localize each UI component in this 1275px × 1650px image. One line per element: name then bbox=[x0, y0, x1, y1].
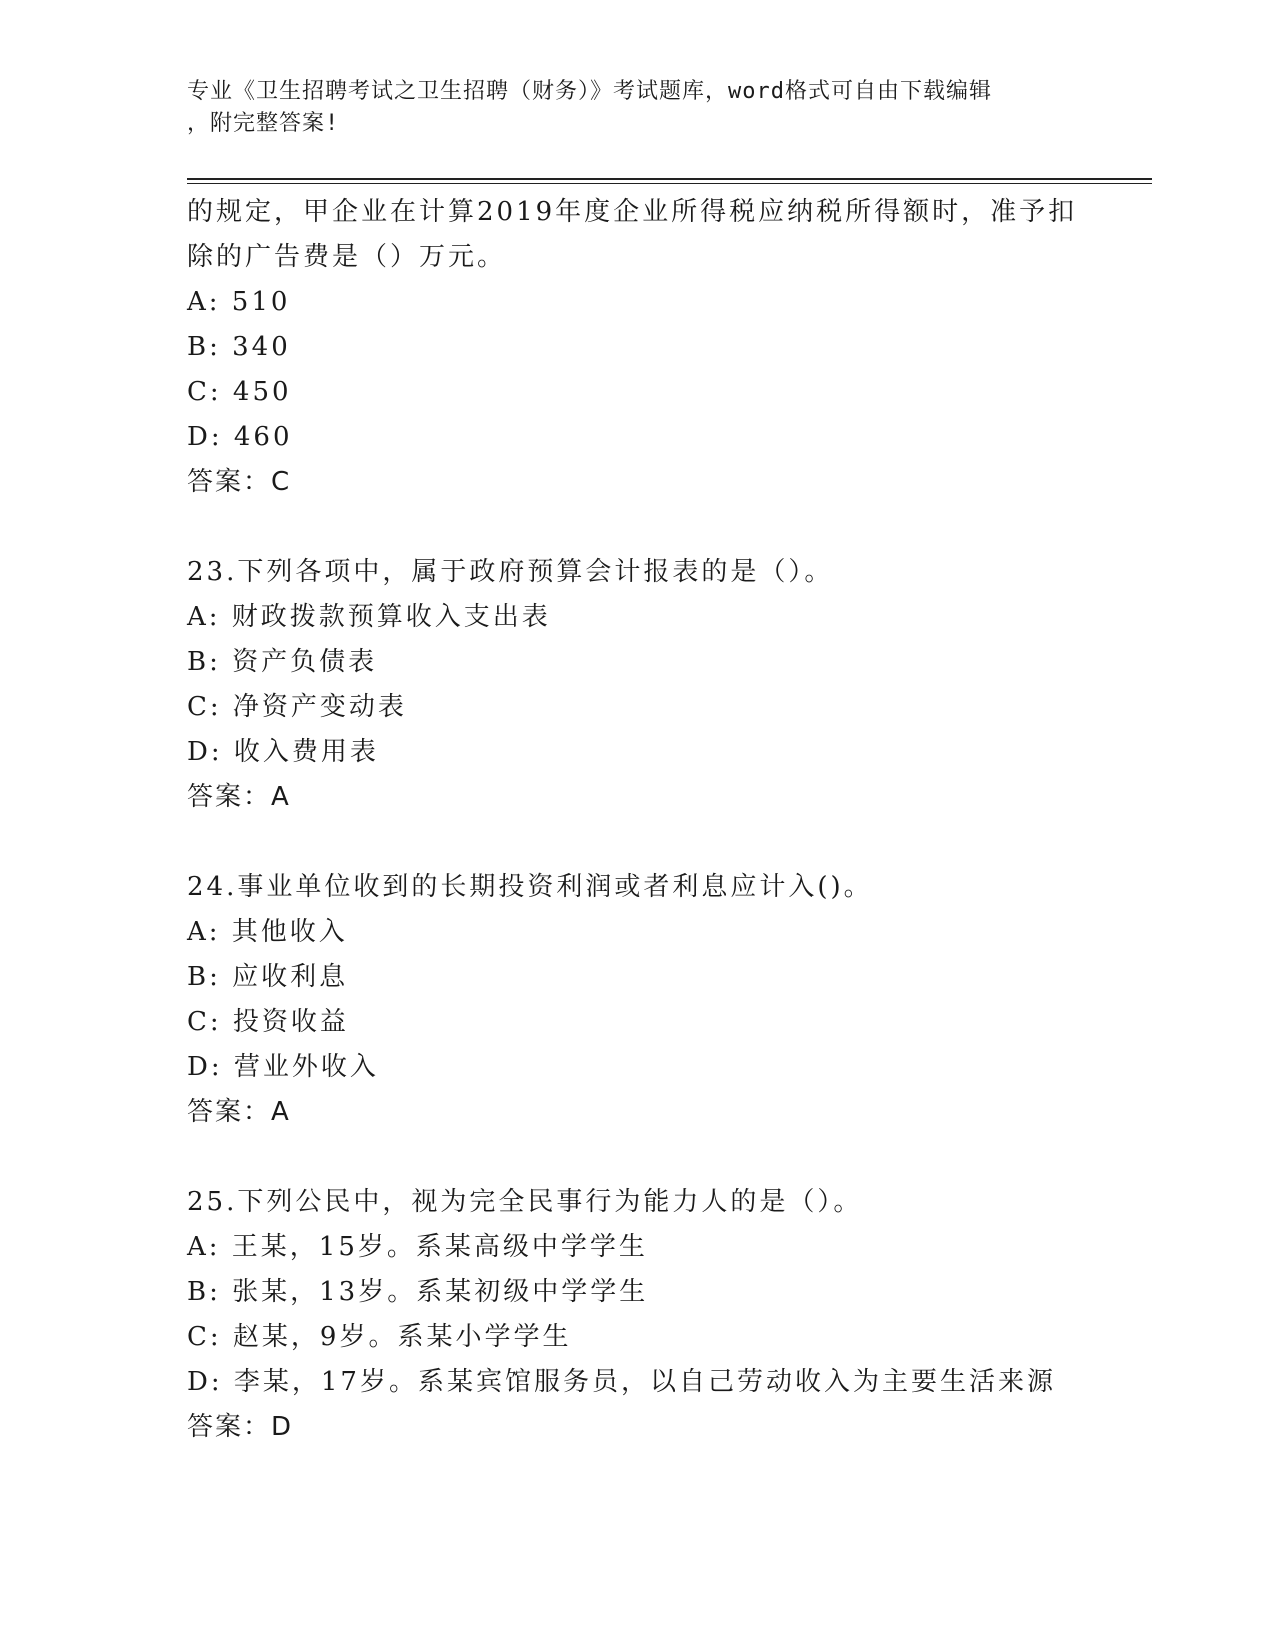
option-d: D: 营业外收入 bbox=[187, 1052, 379, 1082]
question-22 bbox=[187, 190, 1087, 505]
answer-line: 答案：C bbox=[187, 467, 292, 497]
option-a: A: 其他收入 bbox=[187, 917, 348, 947]
question-25 bbox=[187, 1180, 1087, 1450]
option-b: B: 张某，13岁。系某初级中学学生 bbox=[187, 1277, 649, 1307]
question-list bbox=[187, 190, 1087, 1450]
question-stem: 24.事业单位收到的长期投资利润或者利息应计入()。 bbox=[187, 872, 873, 902]
answer-line: 答案：A bbox=[187, 1097, 291, 1127]
option-b: B: 340 bbox=[187, 332, 291, 362]
spacer bbox=[187, 1135, 1087, 1180]
spacer bbox=[187, 820, 1087, 865]
header-rule-thick bbox=[187, 178, 1152, 180]
header-line-2: ，附完整答案! bbox=[187, 111, 340, 136]
question-23 bbox=[187, 550, 1087, 820]
option-b: B: 应收利息 bbox=[187, 962, 349, 992]
answer-line: 答案：D bbox=[187, 1412, 294, 1442]
option-c: C: 赵某，9岁。系某小学学生 bbox=[187, 1322, 572, 1352]
question-stem: 23.下列各项中，属于政府预算会计报表的是（）。 bbox=[187, 557, 834, 587]
option-d: D: 收入费用表 bbox=[187, 737, 379, 767]
option-d: D: 460 bbox=[187, 422, 293, 452]
option-c: C: 投资收益 bbox=[187, 1007, 349, 1037]
option-a: A: 王某，15岁。系某高级中学学生 bbox=[187, 1232, 648, 1262]
option-c: C: 450 bbox=[187, 377, 292, 407]
option-d: D: 李某，17岁。系某宾馆服务员，以自己劳动收入为主要生活来源 bbox=[187, 1367, 1056, 1397]
question-stem-line: 除的广告费是（）万元。 bbox=[187, 242, 507, 272]
question-24 bbox=[187, 865, 1087, 1135]
header-line-1: 专业《卫生招聘考试之卫生招聘（财务）》考试题库，word格式可自由下载编辑 bbox=[187, 79, 992, 104]
option-b: B: 资产负债表 bbox=[187, 647, 378, 677]
header-rule-thin bbox=[187, 183, 1152, 184]
answer-line: 答案：A bbox=[187, 782, 291, 812]
question-stem-line: 的规定，甲企业在计算2019年度企业所得税应纳税所得额时，准予扣 bbox=[187, 197, 1078, 227]
question-stem: 25.下列公民中，视为完全民事行为能力人的是（）。 bbox=[187, 1187, 863, 1217]
spacer bbox=[187, 505, 1087, 550]
page-header bbox=[187, 76, 1067, 140]
option-a: A: 510 bbox=[187, 287, 291, 317]
option-c: C: 净资产变动表 bbox=[187, 692, 407, 722]
option-a: A: 财政拨款预算收入支出表 bbox=[187, 602, 551, 632]
